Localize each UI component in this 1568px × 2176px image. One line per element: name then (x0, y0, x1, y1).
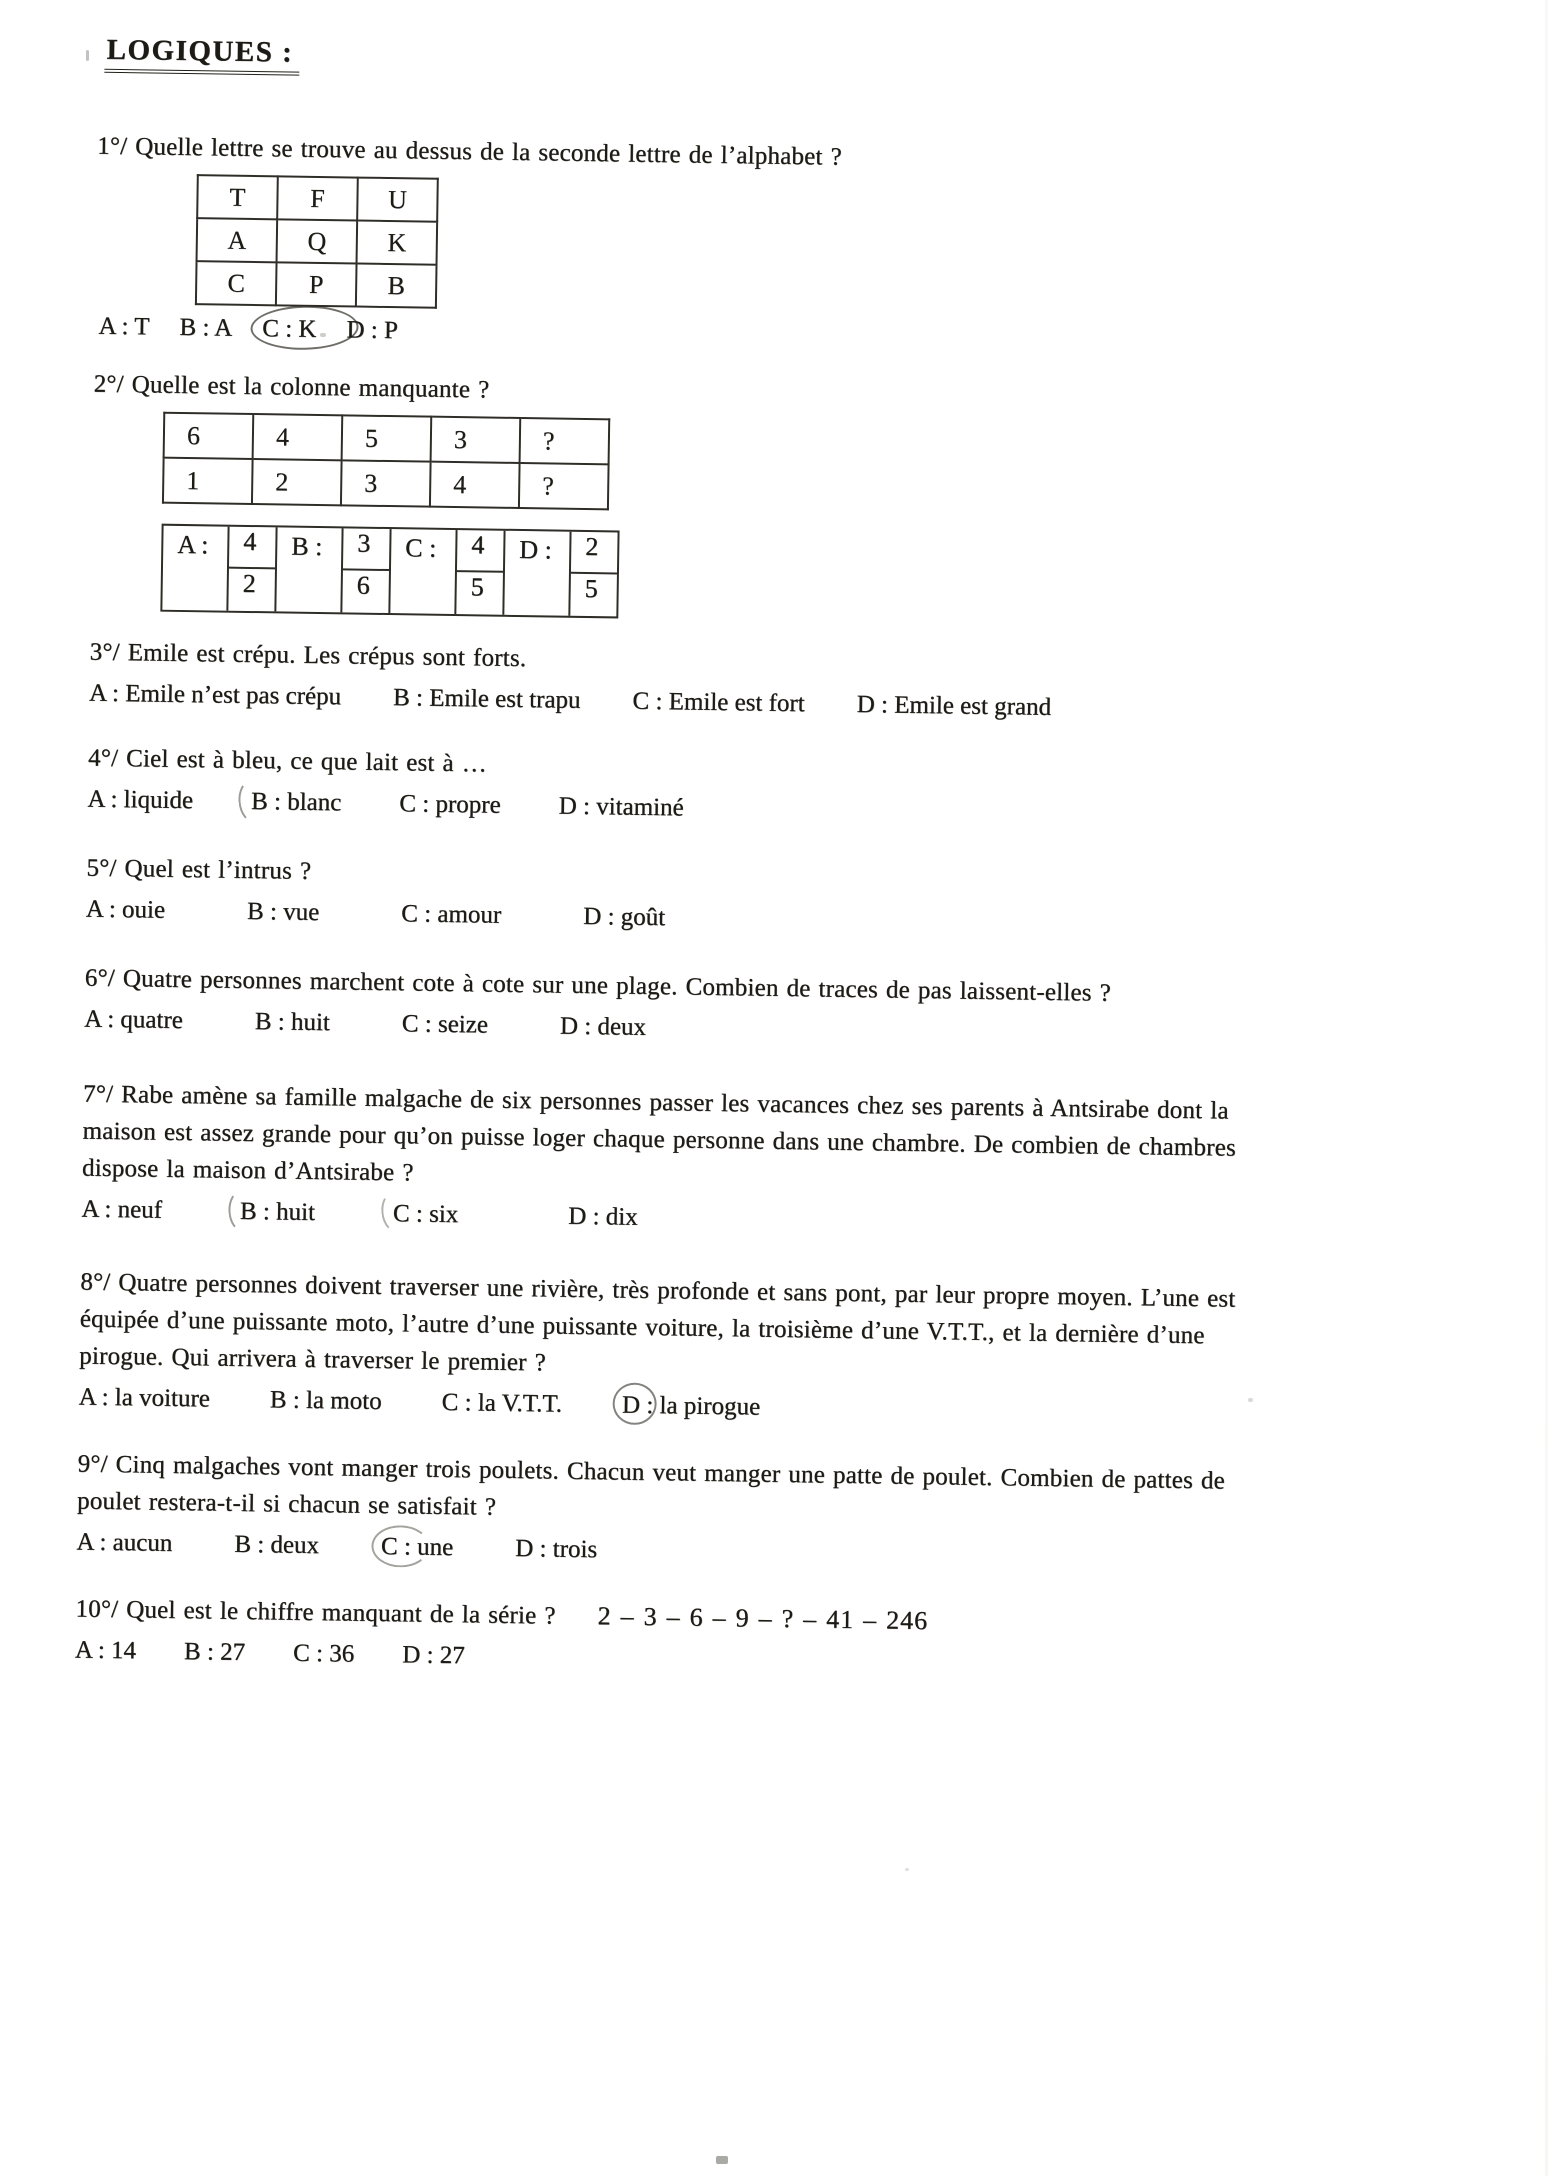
question-7 (81, 1076, 1501, 1248)
answer-group-b (274, 527, 389, 613)
answer-values (342, 528, 389, 613)
question-8-line-1: 8°/ Quatre personnes doivent traverser une rivière, très profonde et sans pont, par leur propre moyen. L’une est (80, 1268, 1236, 1313)
question-2-number-grid (162, 412, 610, 511)
option-c (393, 1197, 459, 1232)
page-title: LOGIQUES : (104, 34, 299, 76)
table-row (197, 218, 438, 265)
option-b: B : vue (246, 897, 320, 927)
option-b: B : A (179, 313, 233, 342)
option-label: C : K (262, 315, 317, 343)
answer-top-value: 2 (571, 532, 618, 575)
option-label: D : la pirogue (621, 1391, 761, 1421)
option-b (240, 1195, 316, 1230)
option-d: D : deux (559, 1012, 647, 1041)
question-6 (84, 960, 1503, 1058)
option-label: B : huit (239, 1197, 316, 1227)
option-a: A : T (98, 312, 150, 341)
grid-cell: ? (520, 418, 610, 464)
option-c: C : propre (399, 790, 501, 819)
question-10-text: 10°/ Quel est le chiffre manquant de la série ? (75, 1595, 556, 1630)
option-label: C : une (380, 1533, 454, 1562)
option-b: B : huit (254, 1008, 331, 1037)
answer-group-d (502, 531, 617, 617)
question-8 (78, 1264, 1498, 1436)
grid-cell: P (276, 262, 357, 306)
option-c (381, 1530, 454, 1565)
answer-values (456, 530, 503, 615)
answer-bottom-value: 2 (242, 568, 256, 599)
table-row (164, 413, 610, 465)
option-b: B : la moto (269, 1386, 382, 1416)
option-label: B : blanc (250, 788, 342, 817)
question-2 (90, 366, 1511, 632)
question-1-text: 1°/ Quelle lettre se trouve au dessus de la seconde lettre de l’alphabet ? (97, 132, 843, 171)
answer-letter: B : (276, 527, 343, 612)
grid-cell: 3 (431, 417, 521, 463)
option-d (622, 1389, 761, 1425)
question-7-line-1: 7°/ Rabe amène sa famille malgache de six personnes passer les vacances chez ses parents à Antsirabe dont la (82, 1080, 1229, 1125)
question-2-text: 2°/ Quelle est la colonne manquante ? (93, 370, 490, 404)
answer-top-value: 4 (457, 530, 504, 573)
option-a: A : liquide (87, 785, 194, 815)
grid-cell: 4 (430, 462, 520, 508)
answer-bottom-value: 5 (584, 573, 598, 604)
grid-cell: K (357, 221, 438, 265)
table-row (163, 458, 609, 510)
option-c (262, 312, 317, 347)
answer-letter: A : (162, 526, 229, 611)
table-row (196, 261, 437, 308)
grid-cell: A (197, 218, 278, 262)
question-5 (86, 850, 1505, 948)
grid-cell: 1 (163, 458, 253, 504)
answer-letter: C : (390, 529, 457, 614)
option-c: C : Emile est fort (632, 687, 805, 718)
grid-cell: ? (519, 463, 609, 509)
option-label: C : six (392, 1200, 459, 1229)
option-b (251, 785, 342, 820)
question-9-line-2: poulet restera-t-il si chacun se satisfait ? (76, 1487, 497, 1521)
answer-values (570, 532, 617, 617)
option-b: B : Emile est trapu (392, 684, 581, 714)
question-4-text: 4°/ Ciel est à bleu, ce que lait est à … (87, 744, 488, 778)
question-1-options (98, 310, 1512, 365)
option-d: D : Emile est grand (856, 691, 1052, 721)
option-a: A : ouie (85, 895, 166, 924)
option-d: D : P (346, 316, 399, 345)
option-d: D : vitaminé (558, 792, 684, 822)
grid-cell: U (357, 178, 438, 222)
answer-top-value: 4 (229, 527, 276, 570)
option-c: C : amour (401, 900, 502, 929)
grid-cell: 5 (342, 415, 432, 461)
grid-cell: B (356, 264, 437, 308)
answer-bottom-value: 5 (470, 572, 484, 602)
question-9 (76, 1446, 1496, 1581)
option-d: D : dix (568, 1202, 638, 1231)
answer-group-c (388, 529, 503, 615)
option-c: C : la V.T.T. (441, 1388, 563, 1418)
question-3 (89, 634, 1508, 732)
option-b: B : deux (234, 1530, 320, 1560)
question-9-line-1: 9°/ Cinq malgaches vont manger trois poulets. Chacun veut manger une patte de poulet. Combien de pattes de (77, 1450, 1226, 1495)
question-8-line-2: équipée d’une puissante moto, l’autre d’une puissante voiture, la troisième d’une V.T.T., et la dernière d’une (79, 1305, 1205, 1350)
option-c: C : 36 (292, 1639, 355, 1668)
grid-cell: 3 (341, 460, 431, 506)
option-a: A : quatre (84, 1005, 184, 1035)
question-1-letter-grid (195, 174, 439, 309)
answer-top-value: 3 (343, 528, 390, 571)
option-d: D : 27 (402, 1641, 465, 1670)
table-row (197, 175, 438, 222)
option-d: D : trois (515, 1535, 598, 1564)
option-c: C : seize (401, 1010, 489, 1039)
grid-cell: Q (277, 219, 358, 263)
question-8-line-3: pirogue. Qui arrivera à traverser le premier ? (79, 1342, 547, 1377)
grid-cell: 2 (252, 459, 342, 505)
grid-cell: F (277, 176, 358, 220)
option-a: A : aucun (76, 1528, 173, 1557)
grid-cell: 6 (164, 413, 254, 459)
option-a: A : 14 (74, 1636, 137, 1665)
answer-letter: D : (504, 531, 571, 616)
question-7-line-3: dispose la maison d’Antsirabe ? (81, 1154, 414, 1187)
answer-values (228, 527, 275, 612)
question-3-text: 3°/ Emile est crépu. Les crépus sont forts. (89, 638, 527, 673)
question-1 (94, 128, 1515, 365)
option-a: A : la voiture (78, 1383, 211, 1413)
answer-group-a (162, 526, 275, 612)
question-7-line-2: maison est assez grande pour qu’on puisse loger chaque personne dans une chambre. De combien de chambres (82, 1117, 1237, 1162)
option-a: A : Emile n’est pas crépu (88, 679, 342, 711)
question-4 (87, 740, 1506, 838)
question-6-text: 6°/ Quatre personnes marchent cote à cote sur une plage. Combien de traces de pas laissent-elles ? (84, 964, 1112, 1007)
grid-cell: C (196, 261, 277, 305)
question-10 (75, 1590, 1494, 1689)
number-series: 2 – 3 – 6 – 9 – ? – 41 – 246 (597, 1601, 929, 1636)
option-a: A : neuf (81, 1195, 163, 1224)
question-5-text: 5°/ Quel est l’intrus ? (86, 854, 312, 885)
grid-cell: T (197, 175, 278, 219)
grid-cell: 4 (253, 414, 343, 460)
question-2-answer-table (160, 524, 619, 619)
answer-bottom-value: 6 (356, 570, 370, 600)
option-b: B : 27 (183, 1638, 246, 1667)
option-d: D : goût (583, 902, 666, 932)
